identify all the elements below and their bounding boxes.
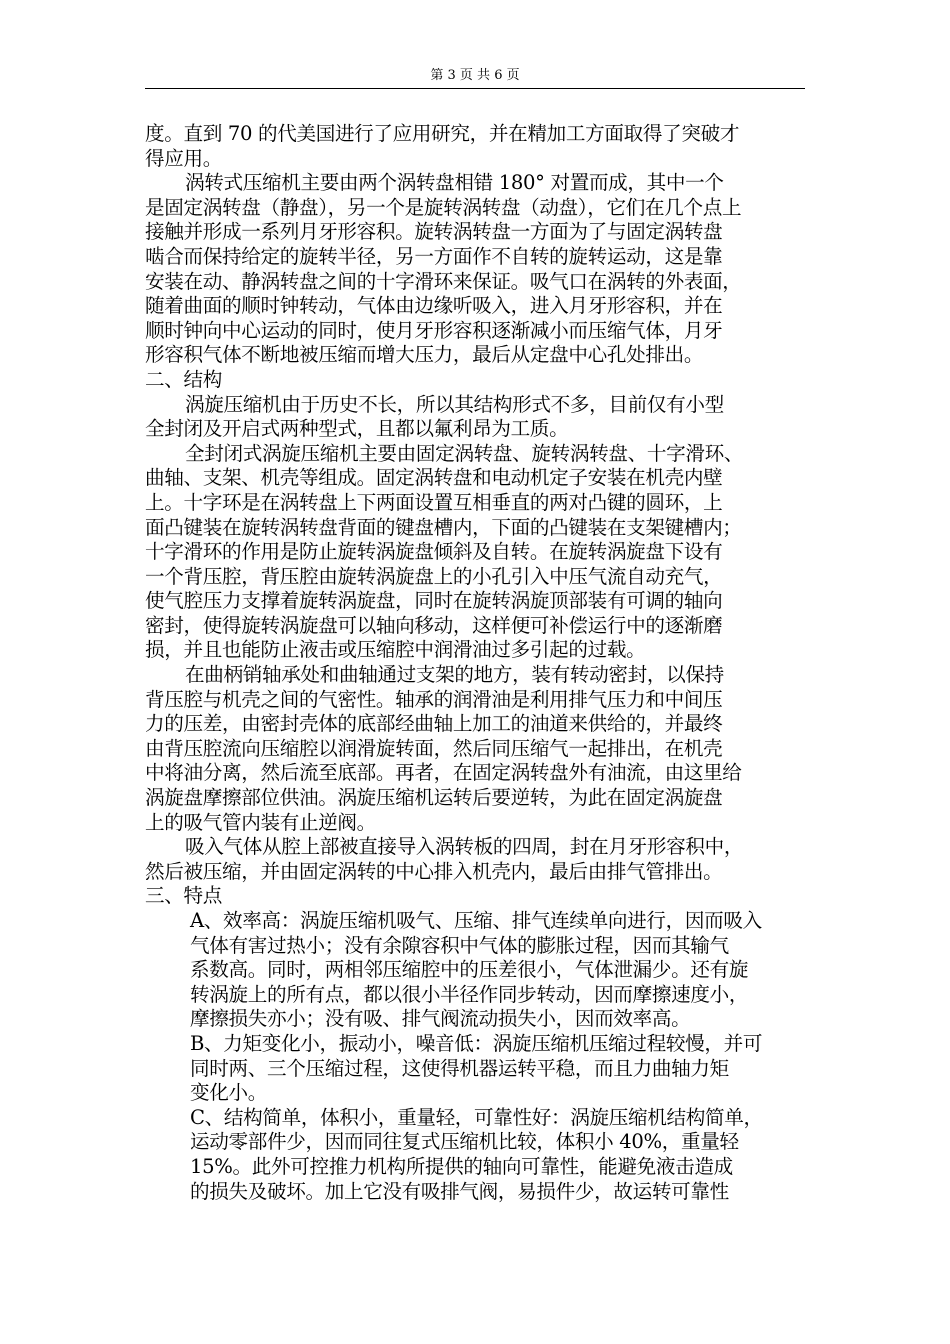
text-line: 接触并形成一系列月牙形容积。旋转涡转盘一方面为了与固定涡转盘 xyxy=(145,220,723,244)
text-line: 摩擦损失亦小；没有吸、排气阀流动损失小，因而效率高。 xyxy=(190,1007,691,1031)
text-line: 15%。此外可控推力机构所提供的轴向可靠性，能避免液击造成 xyxy=(190,1154,733,1178)
text-line: 一个背压腔，背压腔由旋转涡旋盘上的小孔引入中压气流自动充气， xyxy=(145,564,723,588)
text-line: 啮合而保持给定的旋转半径，另一方面作不自转的旋转运动，这是靠 xyxy=(145,244,723,268)
text-line: 中将油分离，然后流至底部。再者，在固定涡转盘外有油流，由这里给 xyxy=(145,761,742,785)
text-line: 使气腔压力支撑着旋转涡旋盘，同时在旋转涡旋顶部装有可调的轴向 xyxy=(145,589,723,613)
text-line: 十字滑环的作用是防止旋转涡旋盘倾斜及自转。在旋转涡旋盘下设有 xyxy=(145,540,723,564)
text-line: A、效率高：涡旋压缩机吸气、压缩、排气连续单向进行，因而吸入 xyxy=(190,909,762,932)
text-line: 力的压差，由密封壳体的底部经曲轴上加工的油道来供给的，并最终 xyxy=(145,712,723,736)
text-line: 涡旋盘摩擦部位供油。涡旋压缩机运转后要逆转，为此在固定涡旋盘 xyxy=(145,786,723,810)
text-line: 吸入气体从腔上部被直接导入涡转板的四周，封在月牙形容积中， xyxy=(185,835,744,859)
text-line: 损，并且也能防止液击或压缩腔中润滑油过多引起的过载。 xyxy=(145,638,646,662)
page-header xyxy=(145,66,805,86)
text-line: 气体有害过热小；没有余隙容积中气体的膨胀过程，因而其输气 xyxy=(190,933,729,957)
text-line: 随着曲面的顺时钟转动，气体由边缘听吸入，进入月牙形容积，并在 xyxy=(145,294,723,318)
text-line: 变化小。 xyxy=(190,1081,267,1105)
text-line: 同时两、三个压缩过程，这使得机器运转平稳，而且力曲轴力矩 xyxy=(190,1056,729,1080)
text-line: 得应用。 xyxy=(145,146,222,170)
text-line: 然后被压缩，并由固定涡转的中心排入机壳内，最后由排气管排出。 xyxy=(145,859,723,883)
text-line: C、结构简单，体积小，重量轻，可靠性好：涡旋压缩机结构简单， xyxy=(190,1105,763,1129)
text-line: B、力矩变化小，振动小，噪音低：涡旋压缩机压缩过程较慢，并可 xyxy=(190,1031,763,1055)
document-body xyxy=(145,122,809,1204)
text-line: 顺时钟向中心运动的同时，使月牙形容积逐渐减小而压缩气体，月牙 xyxy=(145,318,723,342)
header-rule xyxy=(145,88,805,89)
text-line: 密封，使得旋转涡旋盘可以轴向移动，这样便可补偿运行中的逐渐磨 xyxy=(145,613,723,637)
text-line: 面凸键装在旋转涡转盘背面的键盘槽内，下面的凸键装在支架键槽内； xyxy=(145,515,742,539)
text-line: 转涡旋上的所有点，都以很小半径作同步转动，因而摩擦速度小， xyxy=(190,982,749,1006)
text-line: 涡转式压缩机主要由两个涡转盘相错 180° 对置而成，其中一个 xyxy=(185,171,724,195)
text-line: 运动零部件少，因而同往复式压缩机比较，体积小 40%，重量轻 xyxy=(190,1130,739,1154)
text-line: 涡旋压缩机由于历史不长，所以其结构形式不多，目前仅有小型 xyxy=(185,392,724,416)
text-line: 全封闭及开启式两种型式，且都以氟利昂为工质。 xyxy=(145,417,569,441)
text-line: 由背压腔流向压缩腔以润滑旋转面，然后同压缩气一起排出，在机壳 xyxy=(145,736,723,760)
text-line: 上的吸气管内装有止逆阀。 xyxy=(145,810,376,834)
text-line: 是固定涡转盘（静盘），另一个是旋转涡转盘（动盘），它们在几个点上 xyxy=(145,195,742,219)
text-line: 的损失及破坏。加上它没有吸排气阀，易损件少，故运转可靠性 xyxy=(190,1179,729,1203)
text-line: 度。直到 70 的代美国进行了应用研究，并在精加工方面取得了突破才 xyxy=(145,122,740,145)
text-line: 二、结构 xyxy=(145,367,222,391)
text-line: 在曲柄销轴承处和曲轴通过支架的地方，装有转动密封，以保持 xyxy=(185,663,724,687)
text-line: 背压腔与机壳之间的气密性。轴承的润滑油是利用排气压力和中间压 xyxy=(145,687,723,711)
text-line: 上。十字环是在涡转盘上下两面设置互相垂直的两对凸键的圆环，上 xyxy=(145,490,723,514)
text-line: 曲轴、支架、机壳等组成。固定涡转盘和电动机定子安装在机壳内壁 xyxy=(145,466,723,490)
text-line: 形容积气体不断地被压缩而增大压力，最后从定盘中心孔处排出。 xyxy=(145,343,704,367)
text-line: 全封闭式涡旋压缩机主要由固定涡转盘、旋转涡转盘、十字滑环、 xyxy=(185,441,744,465)
text-line: 安装在动、静涡转盘之间的十字滑环来保证。吸气口在涡转的外表面， xyxy=(145,269,742,293)
text-line: 系数高。同时，两相邻压缩腔中的压差很小，气体泄漏少。还有旋 xyxy=(190,958,749,982)
text-line: 三、特点 xyxy=(145,884,222,908)
page-number-label: 第 3 页 共 6 页 xyxy=(430,68,520,83)
